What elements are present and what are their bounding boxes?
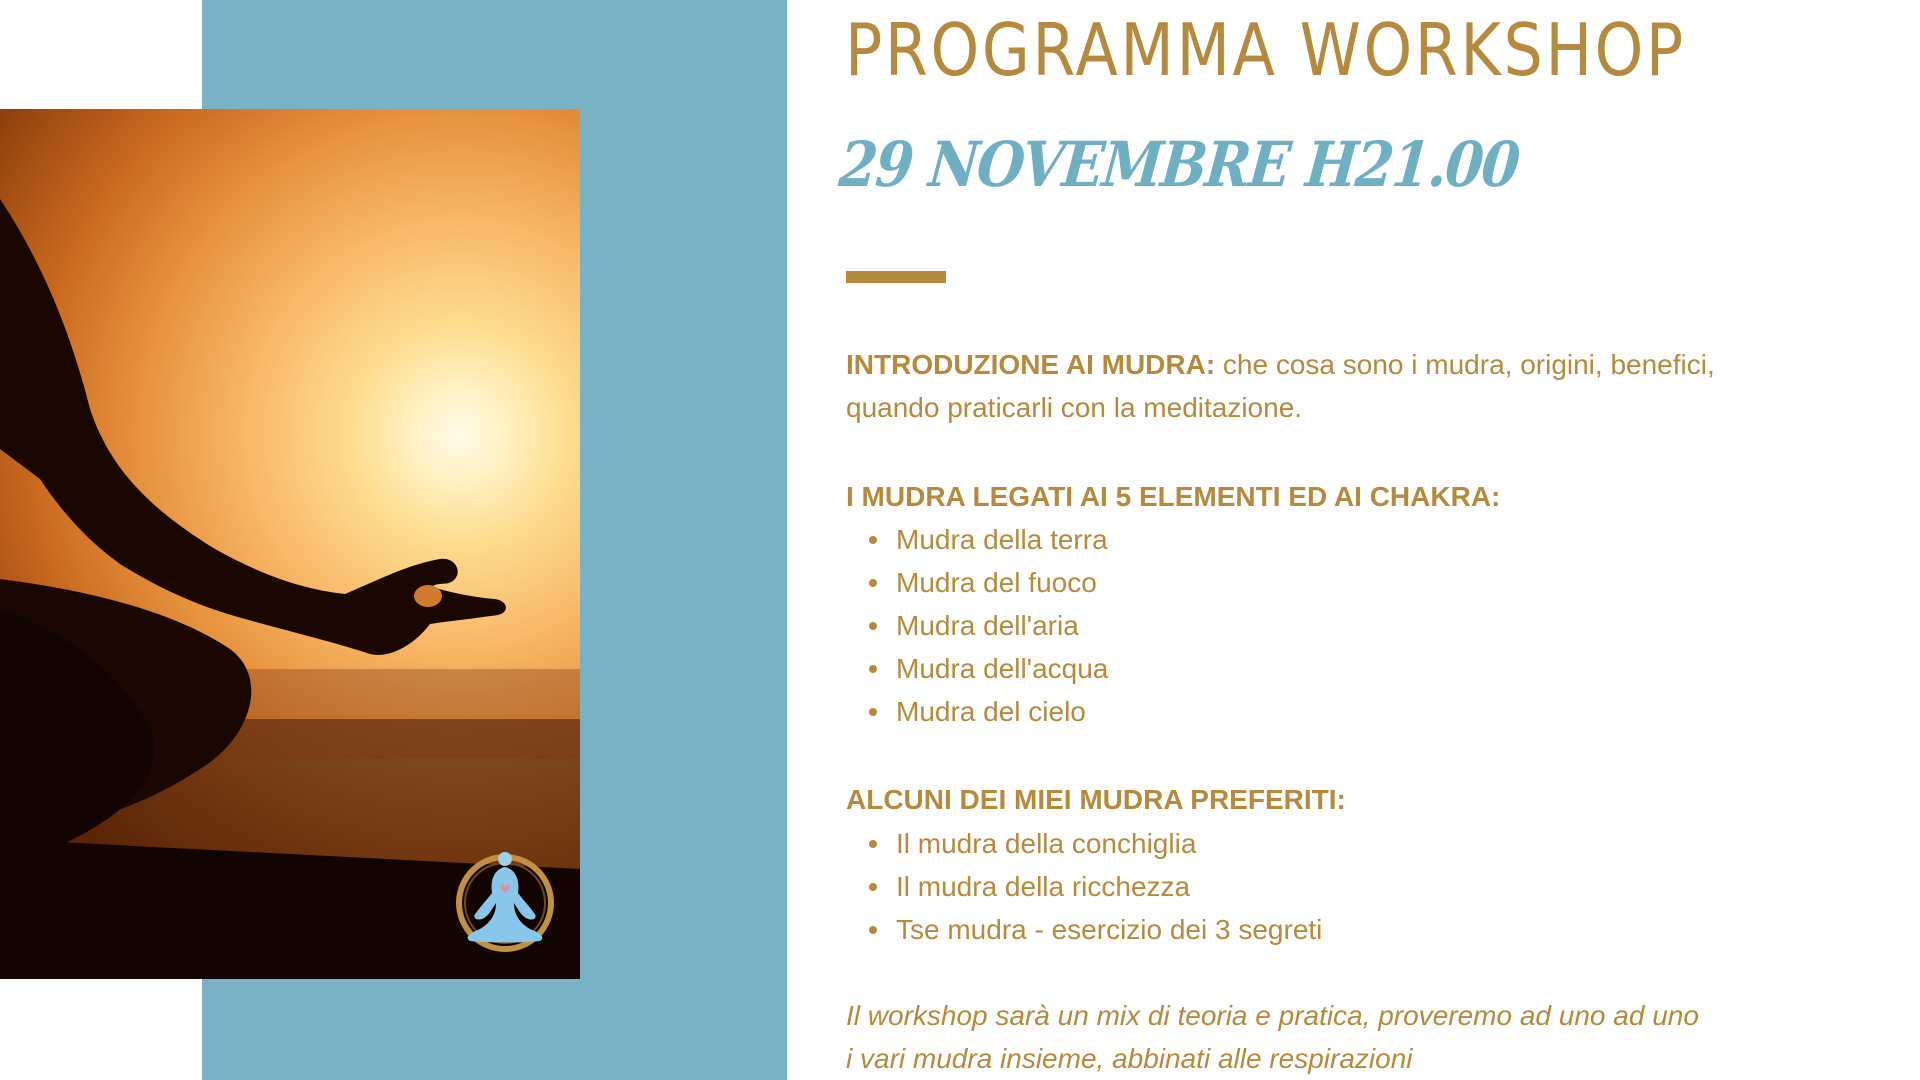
list-item-label: Tse mudra - esercizio dei 3 segreti xyxy=(896,914,1323,945)
list-item xyxy=(846,908,1322,951)
meditation-sunset-photo xyxy=(0,109,580,979)
elements-list xyxy=(846,518,1108,733)
list-item xyxy=(846,647,1108,690)
bullet-icon xyxy=(869,708,877,716)
list-item-label: Mudra della terra xyxy=(896,524,1108,555)
gold-divider xyxy=(846,271,946,283)
list-item-label: Il mudra della conchiglia xyxy=(896,828,1197,859)
intro-text-line1: che cosa sono i mudra, origini, benefici, xyxy=(1215,349,1715,380)
list-item xyxy=(846,518,1108,561)
list-item xyxy=(846,865,1322,908)
list-item xyxy=(846,604,1108,647)
list-item-label: Mudra del cielo xyxy=(896,696,1086,727)
intro-paragraph xyxy=(846,343,1886,429)
list-item-label: Il mudra della ricchezza xyxy=(896,871,1191,902)
bullet-icon xyxy=(869,622,877,630)
favorites-list xyxy=(846,822,1322,951)
favorites-heading: ALCUNI DEI MIEI MUDRA PREFERITI: xyxy=(846,784,1346,815)
intro-text-line2: quando praticarli con la meditazione. xyxy=(846,392,1303,423)
bullet-icon xyxy=(869,840,877,848)
bullet-icon xyxy=(869,926,877,934)
bullet-icon xyxy=(869,665,877,673)
event-date: 29 NOVEMBRE H21.00 xyxy=(836,128,1522,201)
page-title: PROGRAMMA WORKSHOP xyxy=(845,8,1686,92)
intro-heading: INTRODUZIONE AI MUDRA: xyxy=(846,349,1216,380)
list-item xyxy=(846,822,1322,865)
meditation-logo-icon xyxy=(450,845,560,955)
bullet-icon xyxy=(869,883,877,891)
list-item-label: Mudra dell'aria xyxy=(896,610,1079,641)
bullet-icon xyxy=(869,579,877,587)
closing-paragraph xyxy=(846,994,1886,1080)
closing-line2: i vari mudra insieme, abbinati alle respirazioni xyxy=(846,1043,1413,1074)
elements-heading: I MUDRA LEGATI AI 5 ELEMENTI ED AI CHAKRA: xyxy=(846,481,1501,512)
list-item xyxy=(846,690,1108,733)
list-item xyxy=(846,561,1108,604)
bullet-icon xyxy=(869,536,877,544)
list-item-label: Mudra del fuoco xyxy=(896,567,1097,598)
closing-line1: Il workshop sarà un mix di teoria e pratica, proveremo ad uno ad uno xyxy=(846,1000,1699,1031)
list-item-label: Mudra dell'acqua xyxy=(896,653,1109,684)
